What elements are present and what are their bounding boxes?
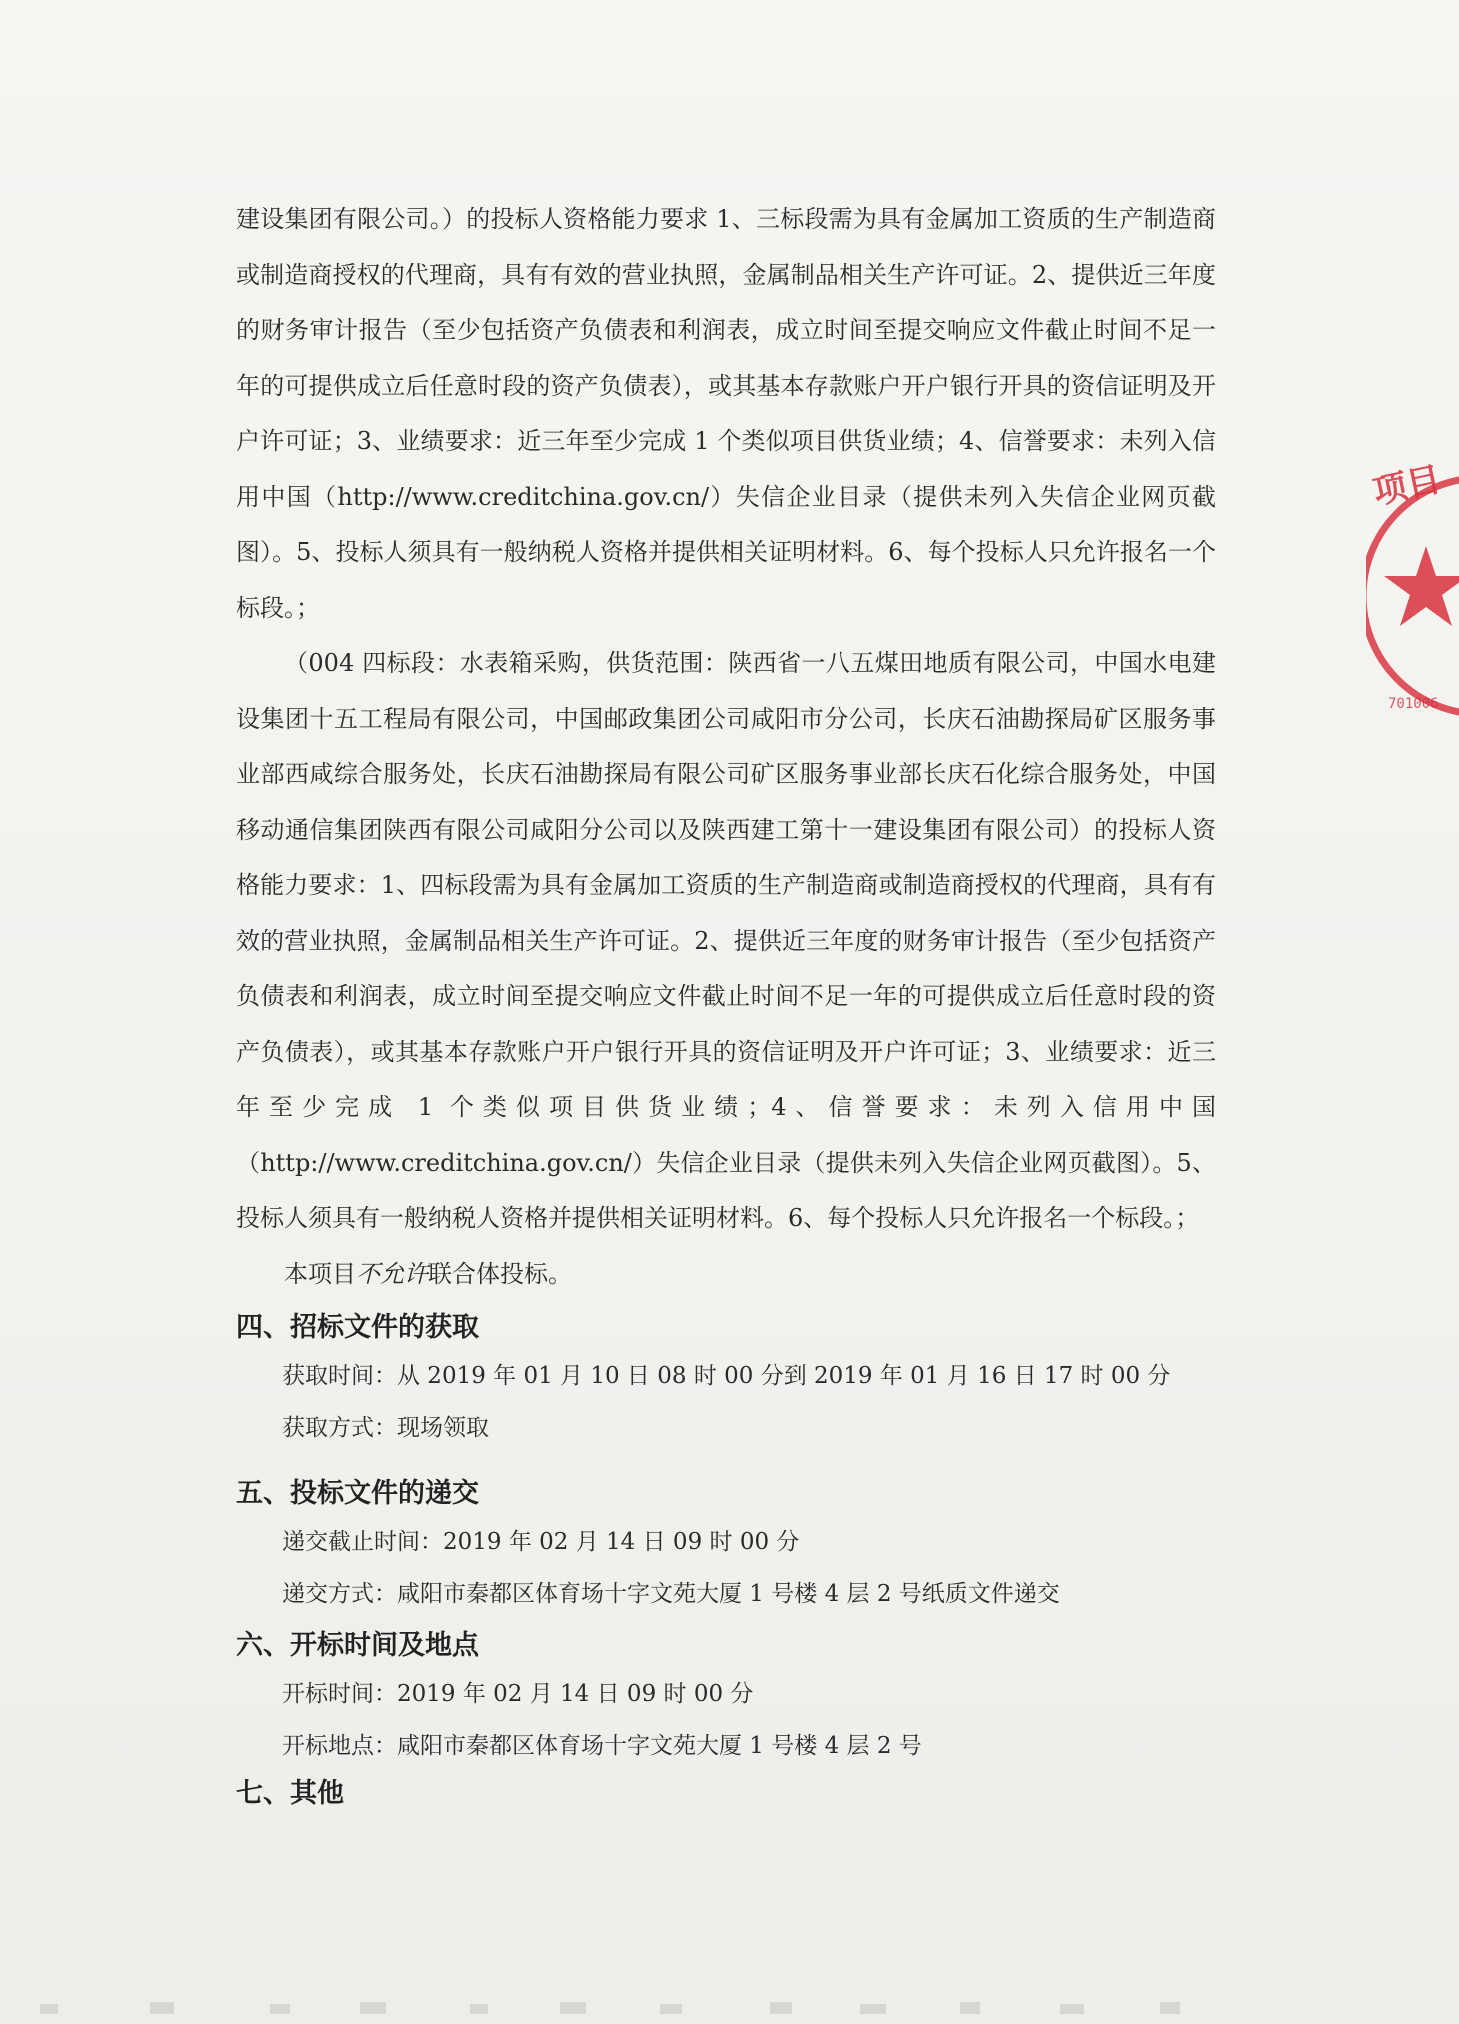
bottom-scan-artifacts	[0, 1990, 1459, 2024]
consortium-suffix: 联合体投标。	[428, 1259, 572, 1288]
paragraph-consortium-note	[236, 1247, 1216, 1303]
acquisition-time: 获取时间：从 2019 年 01 月 10 日 08 时 00 分到 2019 年 01 月 16 日 17 时 00 分	[282, 1363, 1171, 1389]
submission-deadline: 递交截止时间：2019 年 02 月 14 日 09 时 00 分	[282, 1529, 800, 1555]
section-heading: 四、招标文件的获取	[236, 1312, 479, 1343]
paragraph-lot3-requirements: 建设集团有限公司。）的投标人资格能力要求 1、三标段需为具有金属加工资质的生产制造商或制造商授权的代理商，具有有效的营业执照，金属制品相关生产许可证。2、提供近三年度的财务审计报告（至少包括资产负债表和利润表，成立时间至提交响应文件截止时间不足一年的可提供成立后任意时段的资产负债表），或其基本存款账户开户银行开具的资信证明及开户许可证；3、业绩要求：近三年至少完成 1 个类似项目供货业绩；4、信誉要求：未列入信用中国（http://www.creditchina.gov.cn/）失信企业目录（提供未列入失信企业网页截图）。5、投标人须具有一般纳税人资格并提供相关证明材料。6、每个投标人只允许报名一个标段。；	[236, 205, 1216, 622]
section-heading: 五、投标文件的递交	[236, 1478, 479, 1509]
section-heading: 六、开标时间及地点	[236, 1630, 479, 1661]
opening-location: 开标地点：咸阳市秦都区体育场十字文苑大厦 1 号楼 4 层 2 号	[282, 1733, 922, 1759]
section-bid-opening	[236, 1624, 1236, 1772]
seal-number: 701006	[1388, 696, 1439, 712]
paragraph-lot4-requirements: （004 四标段：水表箱采购，供货范围：陕西省一八五煤田地质有限公司，中国水电建设集团十五工程局有限公司，中国邮政集团公司咸阳市分公司，长庆石油勘探局矿区服务事业部西咸综合服务处，长庆石油勘探局有限公司矿区服务事业部长庆石化综合服务处，中国移动通信集团陕西有限公司咸阳分公司以及陕西建工第十一建设集团有限公司）的投标人资格能力要求：1、四标段需为具有金属加工资质的生产制造商或制造商授权的代理商，具有有效的营业执照，金属制品相关生产许可证。2、提供近三年度的财务审计报告（至少包括资产负债表和利润表，成立时间至提交响应文件截止时间不足一年的可提供成立后任意时段的资产负债表），或其基本存款账户开户银行开具的资信证明及开户许可证；3、业绩要求：近三年至少完成 1 个类似项目供货业绩；4、信誉要求：未列入信用中国（http://www.creditchina.gov.cn/）失信企业目录（提供未列入失信企业网页截图）。5、投标人须具有一般纳税人资格并提供相关证明材料。6、每个投标人只允许报名一个标段。；	[236, 649, 1216, 1232]
section-heading: 七、其他	[236, 1778, 344, 1809]
consortium-prefix: 本项目	[284, 1259, 356, 1288]
consortium-italic: 不允许	[356, 1259, 428, 1288]
opening-time: 开标时间：2019 年 02 月 14 日 09 时 00 分	[282, 1681, 754, 1707]
acquisition-method: 获取方式：现场领取	[282, 1415, 489, 1441]
section-tender-doc-acquisition	[236, 1306, 1236, 1454]
seal-text: 项目	[1369, 459, 1445, 513]
official-seal-icon	[1366, 446, 1459, 746]
section-bid-submission	[236, 1472, 1236, 1620]
qualification-requirements	[236, 192, 1216, 1302]
section-other	[236, 1772, 1236, 1816]
submission-method: 递交方式：咸阳市秦都区体育场十字文苑大厦 1 号楼 4 层 2 号纸质文件递交	[282, 1581, 1060, 1607]
